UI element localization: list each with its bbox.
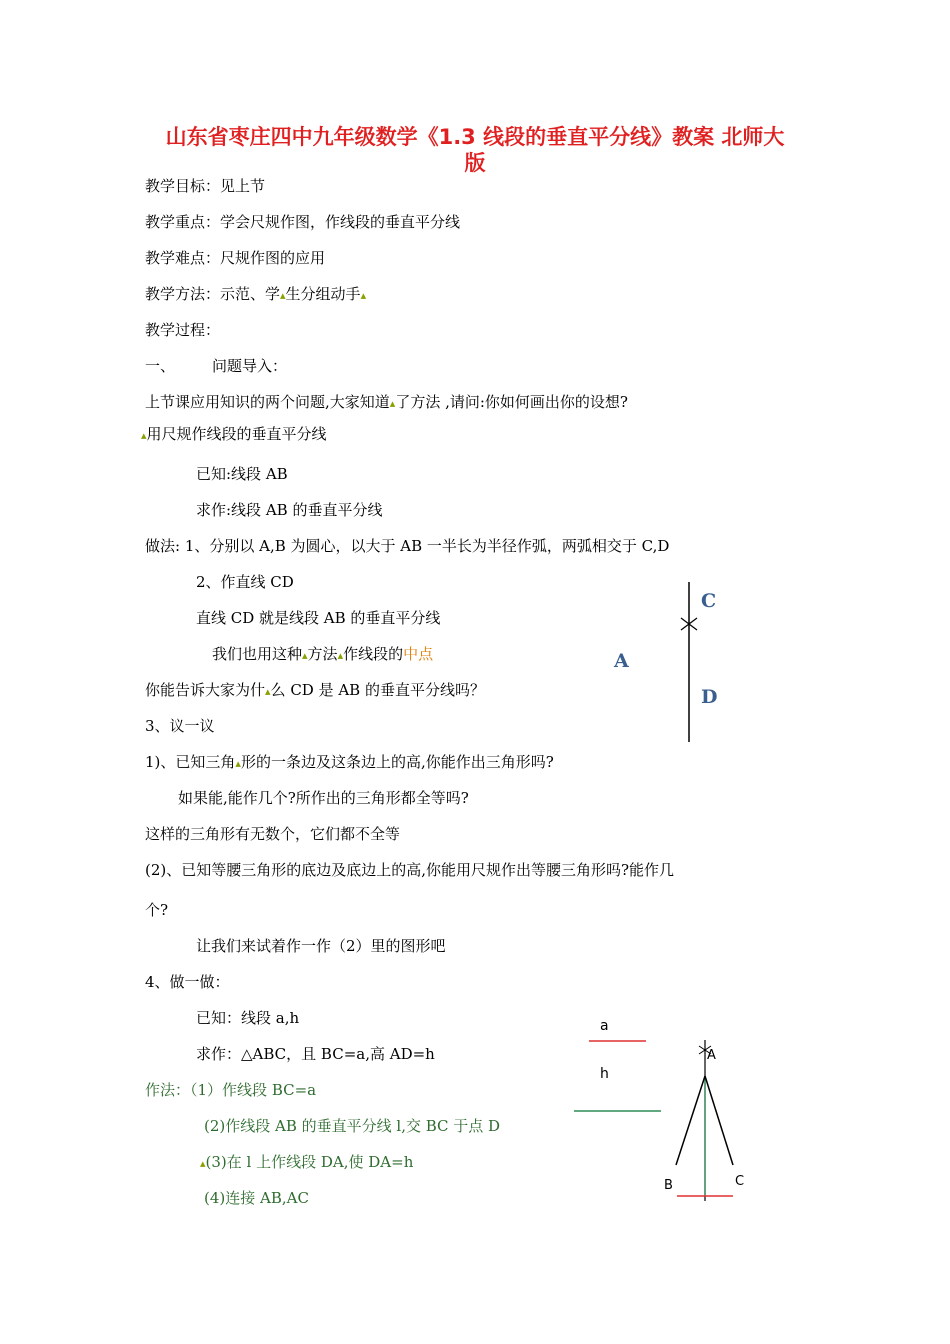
teaching-method-text-b: 生分组动手 [285, 285, 361, 303]
label-vertex-c: C [735, 1174, 745, 1189]
question-1-text-b: 形的一条边及这条边上的高,你能作出三角形吗? [240, 753, 554, 771]
edit-mark-icon: ▴ [280, 289, 286, 302]
midpoint-text-b: 方法 [307, 645, 338, 663]
edit-mark-icon: ▴ [337, 649, 344, 662]
why-text-a: 你能告诉大家为什 [145, 681, 266, 699]
discussion-heading: 3、议一议 [145, 717, 215, 735]
edit-mark-icon: ▴ [302, 649, 308, 662]
do-it-heading: 4、做一做： [145, 973, 230, 991]
side-ab [676, 1076, 705, 1165]
midpoint-text-c: 作线段的 [343, 645, 404, 663]
label-point-a: A [614, 650, 629, 672]
question-1-answer: 这样的三角形有无数个，它们都不全等 [145, 825, 401, 843]
side-ac [705, 1076, 733, 1165]
find-triangle-abc: 求作：△ABC，且 BC=a,高 AD=h [196, 1045, 435, 1063]
edit-mark-icon: ▴ [265, 685, 271, 698]
label-segment-h: h [600, 1066, 609, 1082]
question-1-follow-up: 如果能,能作几个?所作出的三角形都全等吗? [178, 789, 469, 807]
label-point-d: D [701, 686, 718, 708]
teaching-method-text-a: 教学方法：示范、学 [145, 285, 281, 303]
question-2: (2)、已知等腰三角形的底边及底边上的高,你能用尺规作出等腰三角形吗?能作几 [145, 861, 675, 879]
edit-mark-icon: ▴ [389, 397, 396, 410]
teaching-key-point: 教学重点：学会尺规作图，作线段的垂直平分线 [145, 213, 461, 231]
midpoint-highlight: 中点 [403, 645, 434, 663]
label-segment-a: a [600, 1018, 609, 1034]
steps-label: 作法： [145, 1081, 191, 1099]
title-line-1: 山东省枣庄四中九年级数学《1.3 线段的垂直平分线》教案 北师大 [165, 125, 785, 149]
method-step-2: 2、作直线 CD [196, 573, 294, 591]
section-1-heading: 问题导入： [212, 357, 288, 375]
edit-mark-icon: ▴ [141, 429, 147, 442]
step-4: (4)连接 AB,AC [204, 1189, 309, 1207]
why-text-b: 么 CD 是 AB 的垂直平分线吗？ [270, 681, 485, 699]
midpoint-text-a: 我们也用这种 [212, 645, 303, 663]
edit-mark-icon: ▴ [360, 289, 367, 302]
label-vertex-a: A [707, 1048, 716, 1063]
teaching-process: 教学过程： [145, 321, 221, 339]
construction-title-text: 用尺规作线段的垂直平分线 [146, 425, 327, 443]
given-segment-ab: 已知:线段 AB [196, 465, 288, 483]
title-line-2: 版 [464, 151, 486, 175]
method-step-1: 做法: 1、分别以 A,B 为圆心，以大于 AB 一半长为半径作弧，两弧相交于 C,D [145, 537, 670, 555]
step-1: （1）作线段 BC=a [190, 1081, 317, 1099]
question-1-text-a: 1)、已知三角 [145, 753, 236, 771]
label-vertex-b: B [664, 1178, 673, 1193]
step-3: (3)在 l 上作线段 DA,使 DA=h [205, 1153, 414, 1171]
question-2-continued: 个? [145, 901, 169, 919]
step-2: (2)作线段 AB 的垂直平分线 l,交 BC 于点 D [204, 1117, 501, 1135]
intro-text-a: 上节课应用知识的两个问题,大家知道 [145, 393, 390, 411]
section-1-number: 一、 [145, 357, 176, 375]
teaching-goal: 教学目标：见上节 [145, 177, 266, 195]
find-perpendicular-bisector: 求作:线段 AB 的垂直平分线 [196, 501, 383, 519]
teaching-difficulty: 教学难点：尺规作图的应用 [145, 249, 326, 267]
edit-mark-icon: ▴ [200, 1157, 206, 1170]
edit-mark-icon: ▴ [235, 757, 241, 770]
construction-conclusion: 直线 CD 就是线段 AB 的垂直平分线 [196, 609, 441, 627]
intro-text-b: 了方法 ,请问:你如何画出你的设想? [395, 393, 628, 411]
lets-try-sentence: 让我们来试着作一作（2）里的图形吧 [196, 937, 446, 955]
given-segments-a-h: 已知：线段 a,h [196, 1009, 300, 1027]
label-point-c: C [701, 590, 717, 612]
